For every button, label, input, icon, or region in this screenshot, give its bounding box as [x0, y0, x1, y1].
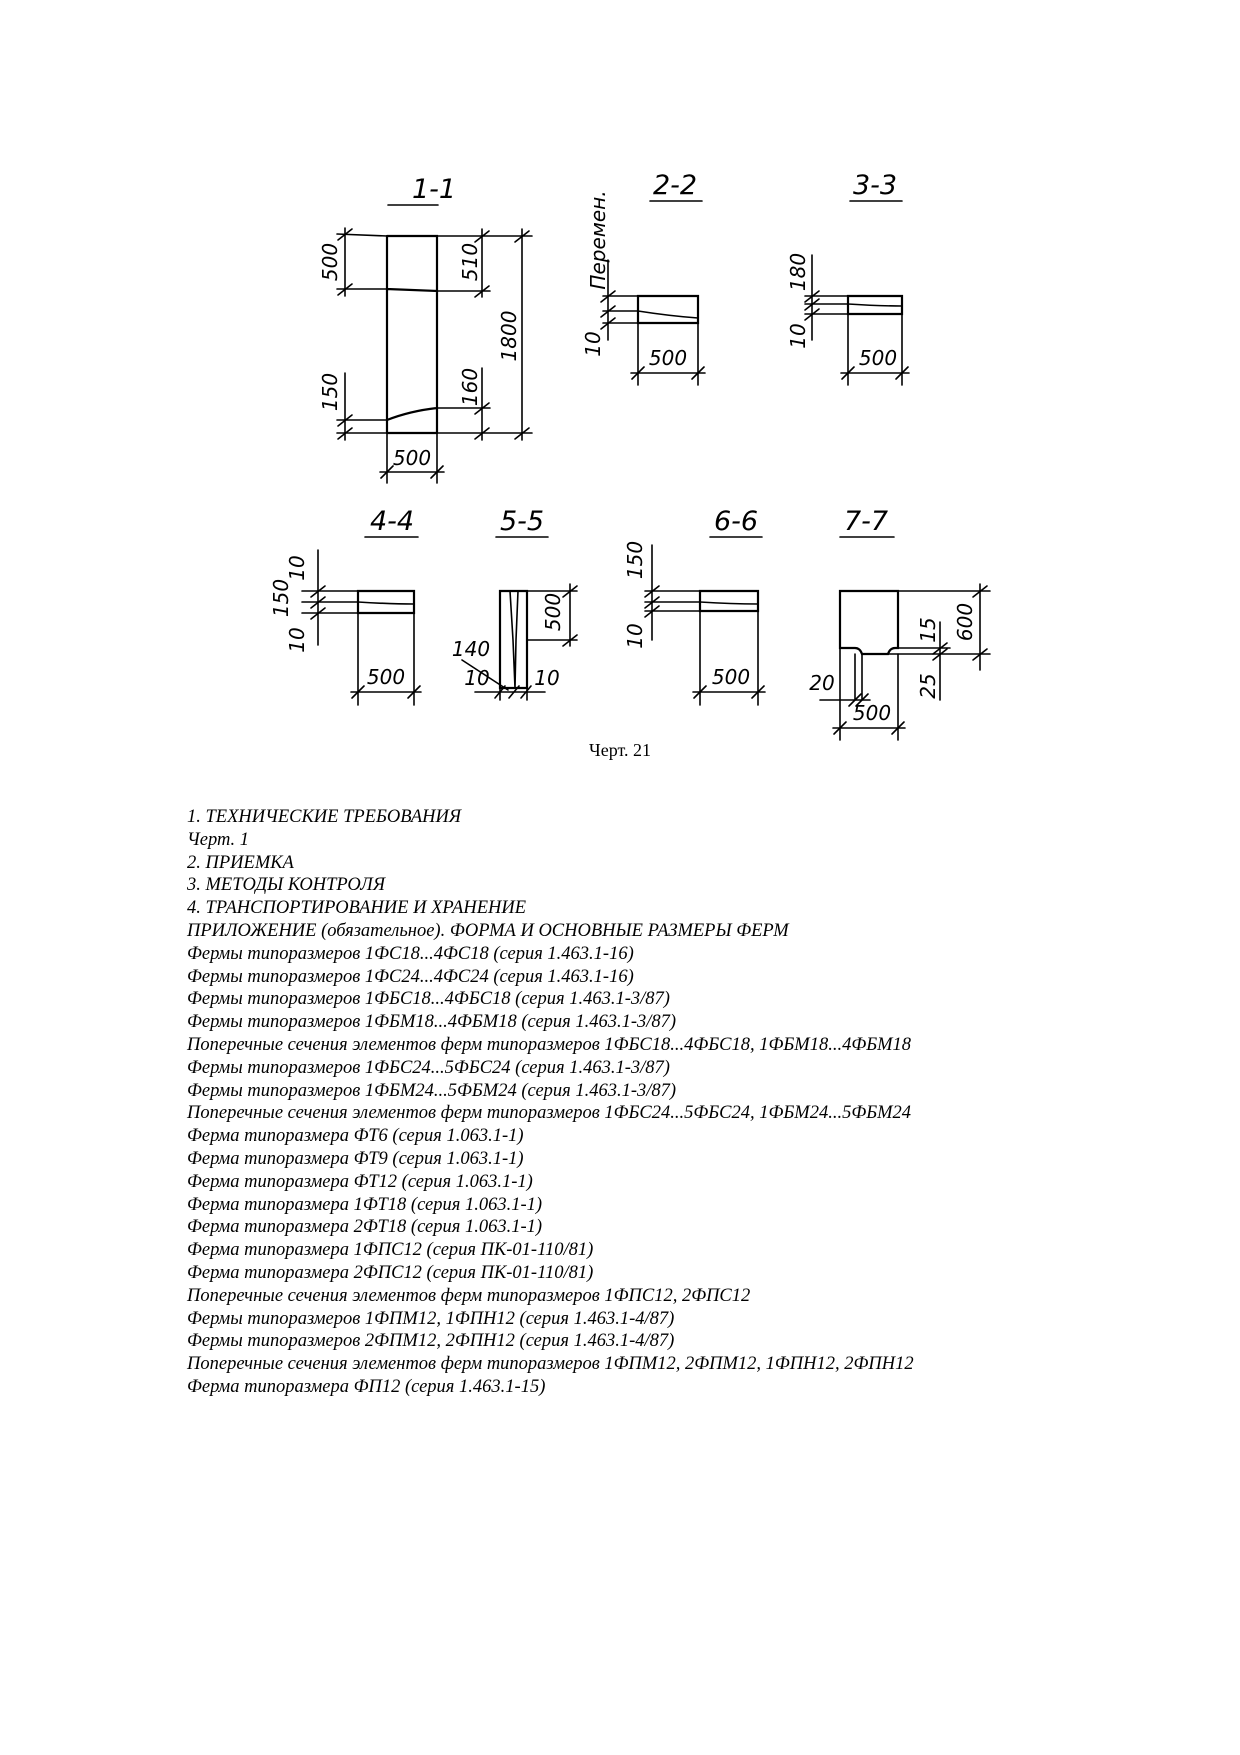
dim-label: 160	[458, 367, 482, 407]
dim-label: 600	[953, 602, 977, 642]
dim-label: 500	[366, 665, 406, 689]
toc-item[interactable]: Ферма типоразмера ФП12 (серия 1.463.1-15)	[187, 1376, 546, 1397]
toc-item[interactable]: Фермы типоразмеров 1ФС24...4ФС24 (серия 1.463.1-16)	[187, 966, 634, 987]
dim-label: 10	[285, 555, 309, 581]
toc-item[interactable]: 2. ПРИЕМКА	[187, 852, 294, 873]
toc-item[interactable]: Ферма типоразмера ФТ6 (серия 1.063.1-1)	[187, 1126, 524, 1147]
toc-item[interactable]: Фермы типоразмеров 1ФС18...4ФС18 (серия 1.463.1-16)	[187, 943, 634, 964]
section-label-6-6: 6-6	[713, 506, 759, 537]
dim-label: 150	[269, 578, 293, 618]
toc-item[interactable]: Поперечные сечения элементов ферм типоразмеров 1ФБС24...5ФБС24, 1ФБМ24...5ФБМ24	[187, 1103, 912, 1124]
dim-label: 140	[451, 637, 491, 661]
dim-label: Перемен.	[586, 190, 610, 290]
dim-label: 10	[285, 627, 309, 653]
dim-label: 500	[318, 242, 342, 282]
section-label-5-5: 5-5	[499, 506, 545, 537]
dim-label: 10	[786, 323, 810, 349]
dim-label: 510	[458, 242, 482, 282]
dim-label: 500	[541, 592, 565, 632]
toc-item[interactable]: 1. ТЕХНИЧЕСКИЕ ТРЕБОВАНИЯ	[187, 807, 462, 827]
toc-item[interactable]: Фермы типоразмеров 1ФПМ12, 1ФПН12 (серия 1.463.1-4/87)	[187, 1308, 675, 1329]
dim-label: 25	[916, 673, 940, 699]
dim-label: 500	[852, 701, 892, 725]
section-5-5	[452, 506, 577, 700]
section-label-7-7: 7-7	[843, 506, 889, 537]
dim-label: 180	[786, 252, 810, 292]
dim-label: 150	[623, 540, 647, 580]
dim-label: 10	[534, 666, 560, 690]
dim-label: 15	[916, 617, 940, 643]
dim-label: 10	[464, 666, 490, 690]
toc-item[interactable]: Фермы типоразмеров 1ФБС18...4ФБС18 (серия 1.463.1-3/87)	[187, 989, 670, 1010]
toc-item[interactable]: 4. ТРАНСПОРТИРОВАНИЕ И ХРАНЕНИЕ	[187, 898, 527, 919]
toc-item[interactable]: Фермы типоразмеров 1ФБМ24...5ФБМ24 (серия 1.463.1-3/87)	[187, 1080, 677, 1101]
toc-item[interactable]: Ферма типоразмера ФТ9 (серия 1.063.1-1)	[187, 1148, 524, 1169]
toc-item[interactable]: ПРИЛОЖЕНИЕ (обязательное). ФОРМА И ОСНОВНЫЕ РАЗМЕРЫ ФЕРМ	[187, 920, 789, 941]
toc-item[interactable]: Черт. 1	[187, 829, 250, 850]
toc-item[interactable]: Ферма типоразмера 2ФТ18 (серия 1.063.1-1)	[187, 1217, 543, 1238]
toc-item[interactable]: Ферма типоразмера 2ФПС12 (серия ПК-01-110/81)	[187, 1262, 594, 1283]
dim-label: 1800	[497, 310, 521, 362]
toc-item[interactable]: Фермы типоразмеров 1ФБМ18...4ФБМ18 (серия 1.463.1-3/87)	[187, 1012, 677, 1033]
technical-drawing	[0, 0, 1240, 760]
section-label-1-1: 1-1	[412, 174, 457, 205]
dim-label: 10	[623, 623, 647, 649]
section-1-1	[318, 174, 532, 483]
section-3-3	[786, 170, 909, 385]
toc-item[interactable]: 3. МЕТОДЫ КОНТРОЛЯ	[187, 875, 385, 896]
toc-item[interactable]: Фермы типоразмеров 1ФБС24...5ФБС24 (серия 1.463.1-3/87)	[187, 1057, 670, 1078]
dim-label: 500	[648, 346, 688, 370]
section-7-7	[809, 506, 990, 740]
toc-item[interactable]: Ферма типоразмера ФТ12 (серия 1.063.1-1)	[187, 1171, 533, 1192]
section-4-4	[269, 506, 421, 705]
section-label-4-4: 4-4	[369, 506, 415, 537]
section-2-2	[581, 170, 705, 385]
toc-item[interactable]: Поперечные сечения элементов ферм типоразмеров 1ФПМ12, 2ФПМ12, 1ФПН12, 2ФПН12	[187, 1354, 914, 1375]
dim-label: 500	[858, 346, 898, 370]
dim-label: 150	[318, 372, 342, 412]
dim-label: 500	[392, 446, 432, 470]
section-label-2-2: 2-2	[652, 170, 698, 201]
toc-item[interactable]: Поперечные сечения элементов ферм типоразмеров 1ФБС18...4ФБС18, 1ФБМ18...4ФБМ18	[187, 1034, 912, 1055]
section-6-6	[623, 506, 765, 705]
table-of-contents	[187, 806, 914, 1399]
toc-item[interactable]: Поперечные сечения элементов ферм типоразмеров 1ФПС12, 2ФПС12	[187, 1285, 751, 1306]
toc-item[interactable]: Ферма типоразмера 1ФПС12 (серия ПК-01-110/81)	[187, 1240, 594, 1261]
figure-caption: Черт. 21	[589, 740, 651, 760]
section-label-3-3: 3-3	[852, 170, 898, 201]
dim-label: 10	[581, 331, 605, 357]
dim-label: 500	[711, 665, 751, 689]
toc-item[interactable]: Ферма типоразмера 1ФТ18 (серия 1.063.1-1)	[187, 1194, 543, 1215]
toc-item[interactable]: Фермы типоразмеров 2ФПМ12, 2ФПН12 (серия 1.463.1-4/87)	[187, 1331, 675, 1352]
dim-label: 20	[809, 671, 835, 695]
